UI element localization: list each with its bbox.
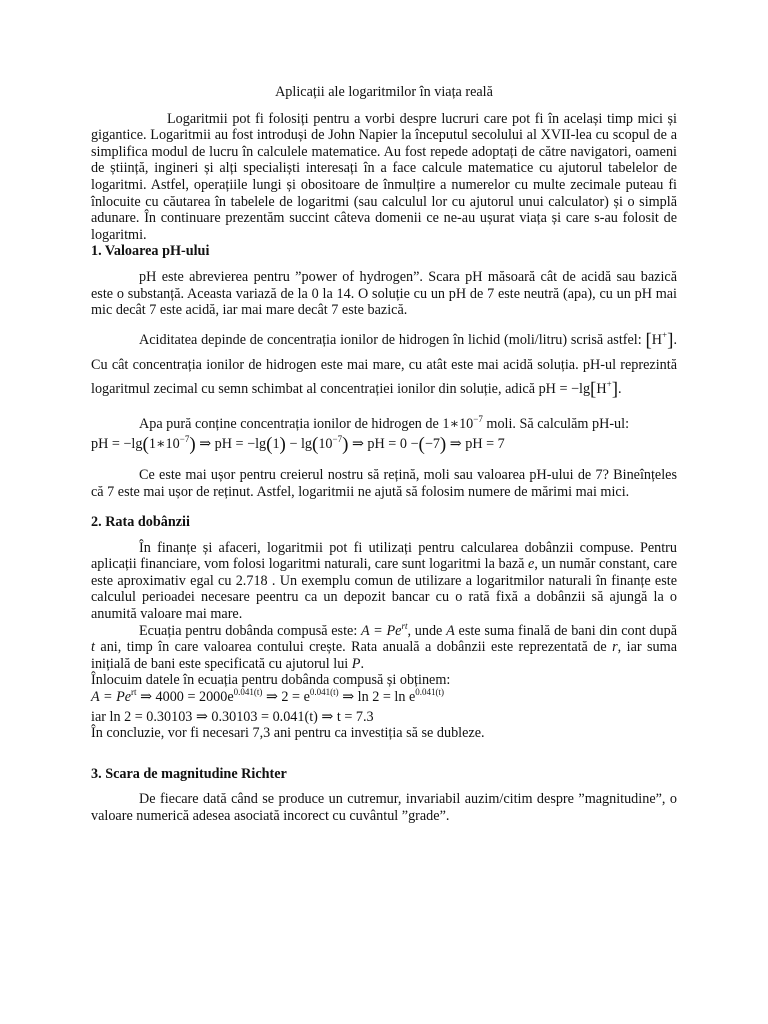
hydrogen-ion-symbol: [H+] <box>645 329 674 351</box>
ph-definition-formula: pH = −lg[H+]. <box>538 378 622 400</box>
document-page <box>91 84 677 825</box>
interest-conclusion: În concluzie, vor fi necesari 7,3 ani pentru ca investiția să se dubleze. <box>91 725 485 742</box>
interest-paragraph-2: Ecuația pentru dobânda compusă este: $A = Pe^{rt}$, unde A este suma finală de bani din cont după t ani, timp în care valoarea contului crește. Rata anuală a dobânzii este reprezentată de r, iar suma inițială de bani este specificată cu ajutorul lui P. <box>91 620 678 672</box>
water-concentration: $1∗10^{-7}$ <box>442 413 483 432</box>
document-title: Aplicații ale logaritmilor în viața reală <box>275 84 493 100</box>
ph-paragraph-2-text-a: Aciditatea depinde de concentrația ionilor de hidrogen în lichid (moli/litru) scrisă astfel: <box>139 331 642 348</box>
ph-paragraph-3: Apa pură conține concentrația ionilor de hidrogen de $1∗10^{-7}$ moli. Să calculăm pH-ul: <box>139 413 630 432</box>
ph-paragraph-1: pH este abrevierea pentru ”power of hydrogen”. Scara pH măsoară cât de acidă sau bazică este o substanță. Aceasta variază de la 0 la 14. O soluție cu un pH de 7 este neutră (apa), cu un pH mai mic decât 7 este acidă, iar mai mare decât 7 este bazică. <box>91 268 677 319</box>
ph-paragraph-4: Ce este mai ușor pentru creierul nostru să rețină, moli sau valoarea pH-ului de 7? Bineînțeles că 7 este mai ușor de reținut. Astfel, logaritmii ne ajută să folosim numere de mărimi mai mici. <box>91 466 677 500</box>
interest-equation-1: $A = Pe^{rt}$ ⇒ $4000 = 2000e^{0.041(t)}$ ⇒ $2 = e^{0.041(t)}$ ⇒ $\ln 2 = \ln e^{0.041(t)}$ <box>91 687 445 706</box>
ph-calculation: pH = $-\lg(1∗10^{-7})$ ⇒ pH = $-\lg(1) - \lg(10^{-7})$ ⇒ pH = 0 −(−7) ⇒ pH = 7 <box>91 434 505 456</box>
intro-paragraph: Logaritmii pot fi folosiți pentru a vorbi despre lucruri care pot fi în același timp mici și gigantice. Logaritmii au fost introduși de John Napier la începutul secolului al XVII-lea cu scopul de a simplifica modul de lucru în calculele matematice. Au fost repede adoptați de către navigatori, oameni de știință, ingineri și alți specialiști interesați în a face calcule matematice cu ajutorul tabelelor de logaritmi. Astfel, operațiile lungi și obositoare de înmulțire a numerelor cu multe zecimale puteau fi înlocuite cu căutarea în tabelele de logaritmi (sau calculul lor cu ajutorul unui calculator) și o simplă adunare. În continuare prezentăm succint câteva domenii ce ne-au ușurat viața și care s-au folosit de logaritmi. <box>91 110 677 243</box>
interest-equation-2: iar ln 2 = 0.30103 ⇒ 0.30103 = 0.041(t) ⇒ t = 7.3 <box>91 708 374 725</box>
section-heading-ph: 1. Valoarea pH-ului <box>91 243 210 260</box>
section-heading-richter: 3. Scara de magnitudine Richter <box>91 765 287 782</box>
section-heading-interest: 2. Rata dobânzii <box>91 514 190 531</box>
interest-paragraph-1: În finanțe și afaceri, logaritmii pot fi utilizați pentru calcularea dobânzii compuse. Pentru aplicații financiare, vom folosi logaritmi naturali, care sunt logaritmi la bază e, un număr constant, care este aproximativ egal cu 2.718 . Un exemplu comun de utilizare a logaritmilor naturali în finanțe este calculul perioadei necesare peentru ca un depozit bancar cu o rată fixă a dobânzii să ajungă la o anumită valoare mai mare. <box>91 539 677 623</box>
ph-paragraph-2-text-b: . Cu cât concentrația ionilor de hidrogen este mai mare, cu atât este mai acidă soluția. pH-ul reprezintă logaritmul zecimal cu semn schimbat al concentrației ionilor din soluție, adică <box>91 331 677 397</box>
richter-paragraph-1: De fiecare dată când se produce un cutremur, invariabil auzim/citim despre ”magnitudine”, o valoare numerică adesea asociată incorect cu cuvântul ”grade”. <box>91 791 677 824</box>
interest-paragraph-3: Înlocuim datele în ecuația pentru dobânda compusă și obținem: <box>91 672 451 689</box>
compound-interest-formula: $A = Pe^{rt}$ <box>361 620 408 639</box>
ph-paragraph-2 <box>91 328 677 402</box>
